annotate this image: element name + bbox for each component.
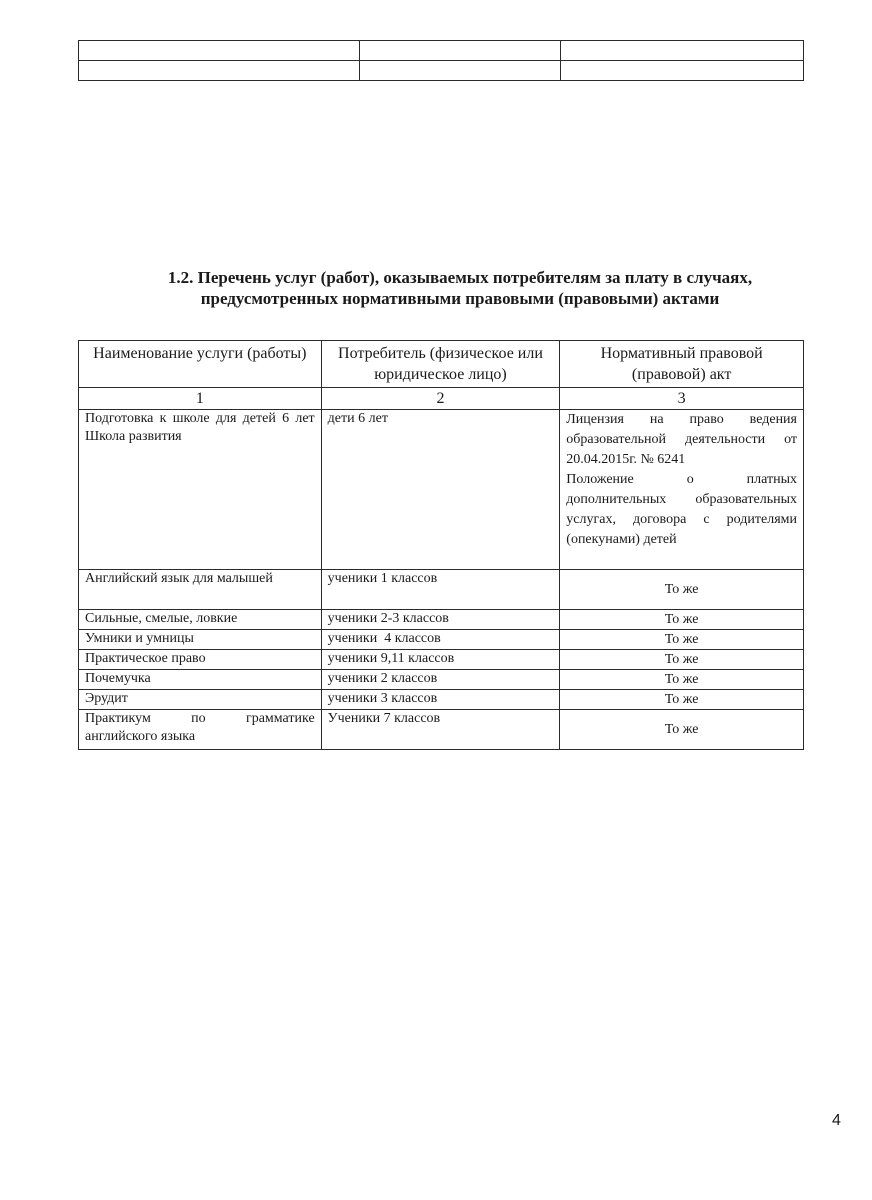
table-cell <box>79 61 360 81</box>
table-row <box>79 61 804 81</box>
act-license: Лицензия на право ведения образовательной деятельности от 20.04.2015г. № 6241 <box>566 412 797 467</box>
table-row <box>79 690 804 710</box>
table-cell <box>561 41 804 61</box>
table-row <box>79 570 804 610</box>
table-row <box>79 630 804 650</box>
column-number: 2 <box>321 388 560 410</box>
act-cell: То же <box>560 610 804 630</box>
header-consumer: Потребитель (физическое или юридическое лицо) <box>321 341 560 388</box>
act-cell: То же <box>560 690 804 710</box>
header-act: Нормативный правовой (правовой) акт <box>560 341 804 388</box>
consumer-cell: дети 6 лет <box>321 410 560 570</box>
column-number: 3 <box>560 388 804 410</box>
service-cell: Сильные, смелые, ловкие <box>79 610 322 630</box>
act-regulation: Положение о платных дополнительных образовательных услугах, договора с родителями (опекунами) детей <box>566 472 797 547</box>
consumer-cell: ученики 2-3 классов <box>321 610 560 630</box>
table-cell <box>561 61 804 81</box>
act-cell: То же <box>560 630 804 650</box>
page-number: 4 <box>832 1112 841 1129</box>
header-service: Наименование услуги (работы) <box>79 341 322 388</box>
column-number: 1 <box>79 388 322 410</box>
section-title-line2: предусмотренных нормативными правовыми (правовыми) актами <box>200 289 720 308</box>
consumer-cell: ученики 4 классов <box>321 630 560 650</box>
service-cell: Почемучка <box>79 670 322 690</box>
table-cell <box>360 41 561 61</box>
table-row <box>79 670 804 690</box>
consumer-cell: Ученики 7 классов <box>321 710 560 750</box>
service-cell: Подготовка к школе для детей 6 лет Школа развития <box>79 410 322 570</box>
act-cell: То же <box>560 570 804 610</box>
table-row <box>79 410 804 570</box>
table-row <box>79 710 804 750</box>
table-cell <box>79 41 360 61</box>
consumer-cell: ученики 3 классов <box>321 690 560 710</box>
consumer-cell: ученики 9,11 классов <box>321 650 560 670</box>
act-cell: То же <box>560 670 804 690</box>
act-cell: То же <box>560 650 804 670</box>
top-table-fragment <box>78 40 804 81</box>
act-cell: То же <box>560 710 804 750</box>
services-table <box>78 340 804 750</box>
section-title-line1: 1.2. Перечень услуг (работ), оказываемых потребителям за плату в случаях, <box>167 268 753 287</box>
service-cell: Практикум по грамматике английского языка <box>79 710 322 750</box>
service-cell: Эрудит <box>79 690 322 710</box>
column-number-row <box>79 388 804 410</box>
service-cell: Практическое право <box>79 650 322 670</box>
service-cell: Умники и умницы <box>79 630 322 650</box>
act-cell <box>560 410 804 570</box>
table-header-row <box>79 341 804 388</box>
table-row <box>79 650 804 670</box>
service-cell: Английский язык для малышей <box>79 570 322 610</box>
section-title <box>100 267 820 309</box>
table-row <box>79 41 804 61</box>
consumer-cell: ученики 1 классов <box>321 570 560 610</box>
consumer-cell: ученики 2 классов <box>321 670 560 690</box>
table-row <box>79 610 804 630</box>
table-cell <box>360 61 561 81</box>
